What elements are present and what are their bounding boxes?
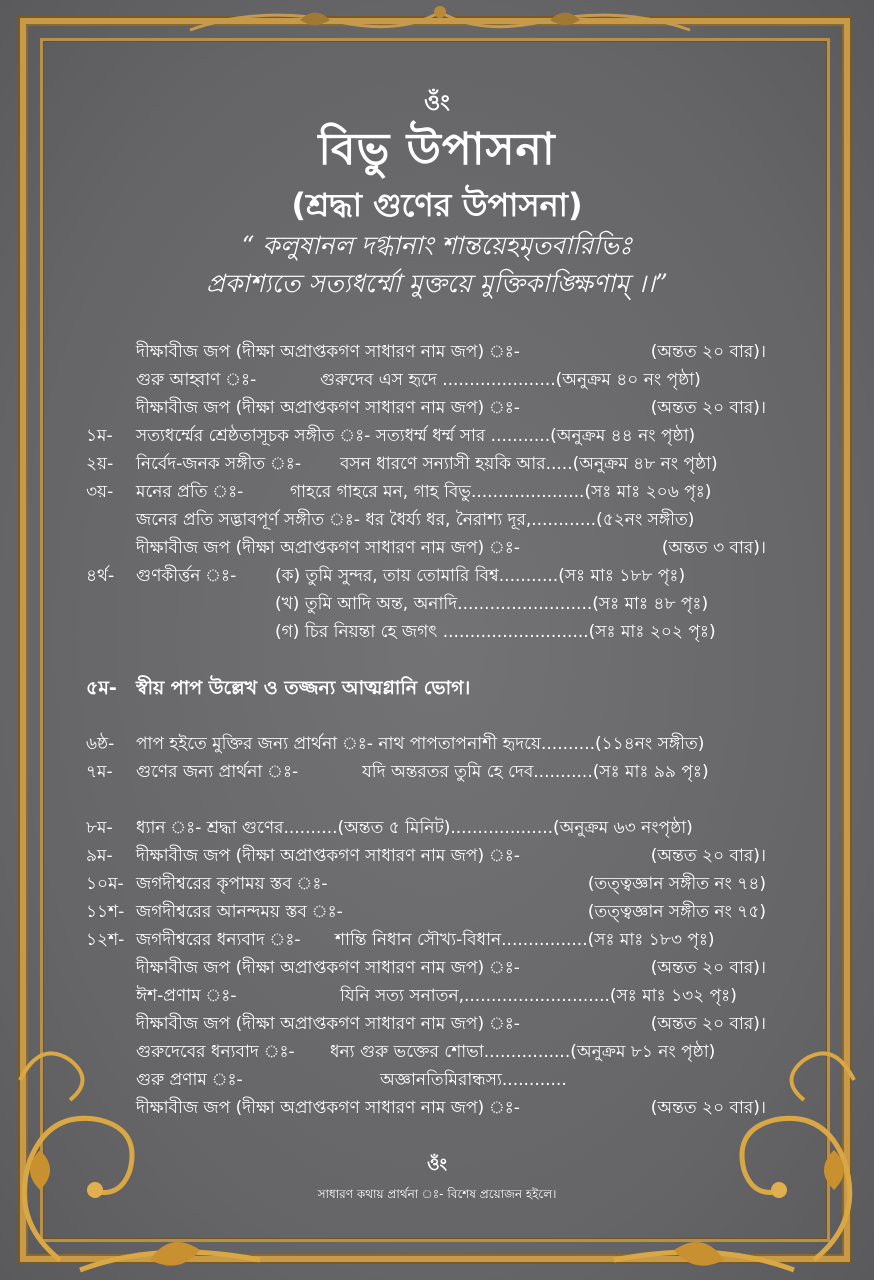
list-item: জনের প্রতি সদ্ভাবপূর্ণ সঙ্গীত ঃ- ধর ধৈর্য্য ধর, নৈরাশ্য দূর,............(৫২নং সঙ্গীত) [136, 510, 695, 530]
list-item: দীক্ষাবীজ জপ (দীক্ষা অপ্রাপ্তকগণ সাধারণ নাম জপ) ঃ- (অন্তত ২০ বার)। [136, 958, 766, 978]
sanskrit-verse-line-1: “ কলুষানল দগ্ধানাং শান্তয়েহমৃতবারিভিঃ [241, 231, 633, 260]
list-item: ৩য়- মনের প্রতি ঃ- গাহরে গাহরে মন, গাহ বিভু.....................(সঃ মাঃ ২০৬ পৃঃ) [86, 482, 712, 502]
list-item: ২য়- নির্বেদ-জনক সঙ্গীত ঃ- বসন ধারণে সন্যাসী হয়কি আর.....(অনুক্রম ৪৮ নং পৃষ্ঠা) [86, 454, 718, 474]
list-item: ৬ষ্ঠ- পাপ হইতে মুক্তির জন্য প্রার্থনা ঃ- নাথ পাপতাপনাশী হৃদয়ে..........(১১৪নং সঙ্গীত) [86, 734, 705, 754]
list-item: ৮ম- ধ্যান ঃ- শ্রদ্ধা গুণের..........(অন্তত ৫ মিনিট)...................(অনুক্রম ৬৩ নংপৃষ্ঠা) [86, 818, 693, 838]
list-item: (গ) চির নিয়ন্তা হে জগৎ ...........................(সঃ মাঃ ২০২ পৃঃ) [275, 622, 716, 642]
list-item: ১২শ- জগদীশ্বরের ধন্যবাদ ঃ- শান্তি নিধান সৌখ্য-বিধান................(সঃ মাঃ ১৮৩ পৃঃ) [86, 930, 715, 950]
list-item: ৪র্থ- গুণকীর্ত্তন ঃ- (ক) তুমি সুন্দর, তায় তোমারি বিশ্ব...........(সঃ মাঃ ১৮৮ পৃঃ) [86, 566, 686, 586]
list-item: দীক্ষাবীজ জপ (দীক্ষা অপ্রাপ্তকগণ সাধারণ নাম জপ) ঃ- (অন্তত ৩ বার)। [136, 538, 766, 558]
page-subtitle: (শ্রদ্ধা গুণের উপাসনা) [291, 186, 583, 224]
list-item: দীক্ষাবীজ জপ (দীক্ষা অপ্রাপ্তকগণ সাধারণ নাম জপ) ঃ- (অন্তত ২০ বার)। [136, 1098, 766, 1118]
om-symbol-top: ওঁং [424, 91, 450, 116]
top-flourish-ornament [180, 0, 700, 40]
list-item: ৯ম- দীক্ষাবীজ জপ (দীক্ষা অপ্রাপ্তকগণ সাধারণ নাম জপ) ঃ- (অন্তত ২০ বার)। [86, 846, 766, 866]
list-item: গুরুদেবের ধন্যবাদ ঃ- ধন্য গুরু ভক্তের শোভা................(অনুক্রম ৮১ নং পৃষ্ঠা) [136, 1042, 716, 1062]
list-item: দীক্ষাবীজ জপ (দীক্ষা অপ্রাপ্তকগণ সাধারণ নাম জপ) ঃ- (অন্তত ২০ বার)। [136, 398, 766, 418]
list-item: গুরু আহ্বাণ ঃ- গুরুদেব এস হৃদে .....................(অনুক্রম ৪০ নং পৃষ্ঠা) [136, 370, 701, 390]
list-item: ১০ম- জগদীশ্বরের কৃপাময় স্তব ঃ- (তত্ত্বজ্ঞান সঙ্গীত নং ৭৪) [86, 874, 766, 894]
list-item: দীক্ষাবীজ জপ (দীক্ষা অপ্রাপ্তকগণ সাধারণ নাম জপ) ঃ- (অন্তত ২০ বার)। [136, 1014, 766, 1034]
list-item: ৫ম- স্বীয় পাপ উল্লেখ ও তজ্জন্য আত্মগ্লানি ভোগ। [86, 677, 471, 699]
list-item: দীক্ষাবীজ জপ (দীক্ষা অপ্রাপ্তকগণ সাধারণ নাম জপ) ঃ- (অন্তত ২০ বার)। [136, 342, 766, 362]
list-item: (খ) তুমি আদি অন্ত, অনাদি.........................(সঃ মাঃ ৪৮ পৃঃ) [275, 594, 709, 614]
list-item: ঈশ-প্রণাম ঃ- যিনি সত্য সনাতন,...........................(সঃ মাঃ ১৩২ পৃঃ) [136, 986, 737, 1006]
list-item: ১১শ- জগদীশ্বরের আনন্দময় স্তব ঃ- (তত্ত্বজ্ঞান সঙ্গীত নং ৭৫) [86, 902, 766, 922]
list-item: ১ম- সত্যধর্ম্মের শ্রেষ্ঠতাসূচক সঙ্গীত ঃ- সত্যধর্ম্ম ধর্ম্ম সার ...........(অনুক্রম ৪৪ নং পৃষ্ঠা) [86, 426, 696, 446]
list-item: গুরু প্রণাম ঃ- অজ্ঞানতিমিরান্ধস্য............ [136, 1070, 567, 1090]
page-title: বিভু উপাসনা [318, 124, 556, 175]
list-item: ৭ম- গুণের জন্য প্রার্থনা ঃ- যদি অন্তরতর তুমি হে দেব...........(সঃ মাঃ ৯৯ পৃঃ) [86, 762, 709, 782]
footer-note: সাধারণ কথায় প্রার্থনা ঃ- বিশেষ প্রয়োজন হইলে। [317, 1187, 557, 1201]
sanskrit-verse-line-2: প্রকাশ্যতে সত্যধর্ম্মো মুক্তয়ে মুক্তিকাঙ্ক্ষিণাম্ ।।” [206, 269, 668, 298]
om-symbol-bottom: ওঁং [427, 1155, 447, 1175]
